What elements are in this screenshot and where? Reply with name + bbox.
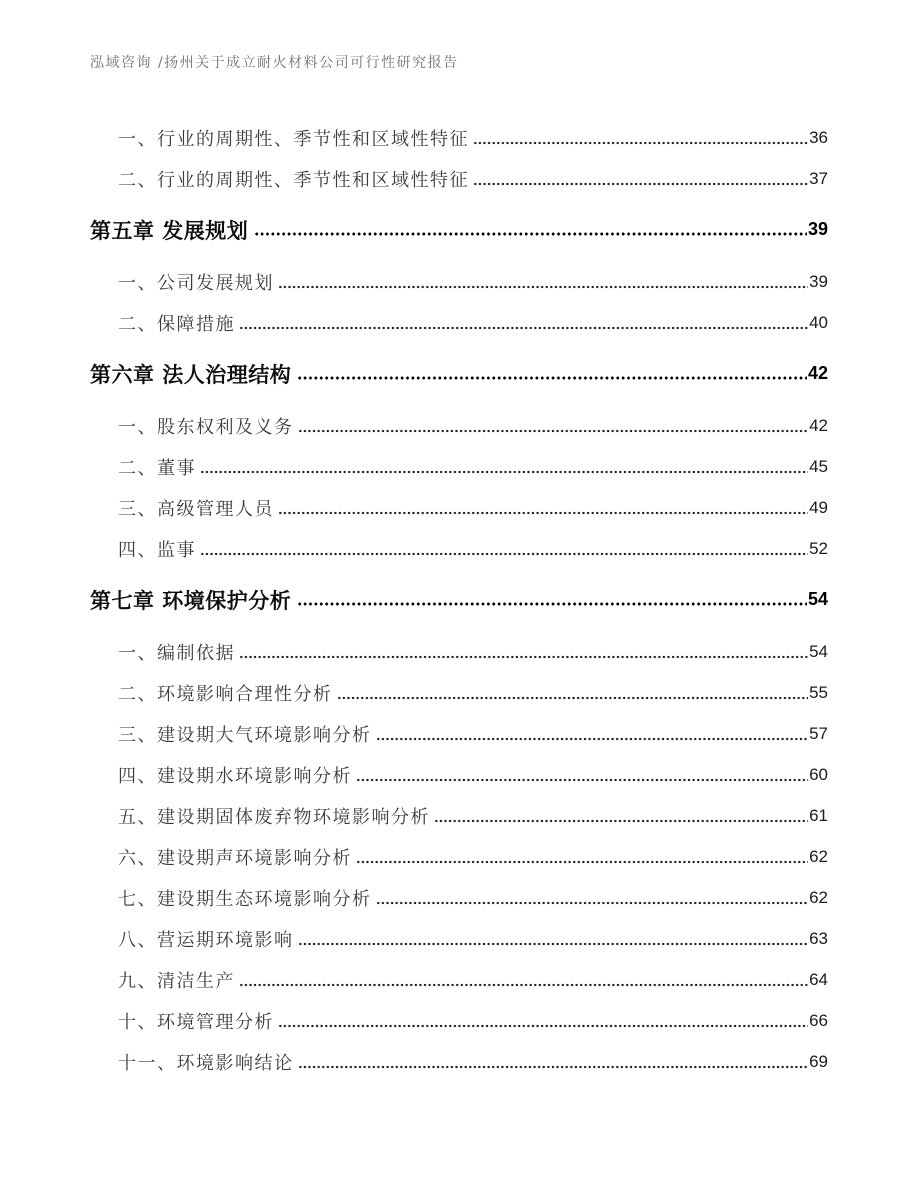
toc-entry[interactable]	[90, 672, 828, 713]
toc-entry[interactable]	[90, 158, 828, 199]
toc-page-number: 52	[809, 538, 828, 558]
toc-page-number: 64	[809, 969, 828, 989]
table-of-contents	[90, 117, 828, 1082]
toc-chapter-heading[interactable]	[90, 353, 828, 394]
toc-entry[interactable]	[90, 405, 828, 446]
toc-entry[interactable]	[90, 302, 828, 343]
toc-entry[interactable]	[90, 487, 828, 528]
toc-page-number: 37	[809, 168, 828, 188]
toc-dot-leader	[376, 888, 809, 908]
toc-page-number: 39	[807, 219, 828, 239]
toc-entry-label: 三、高级管理人员	[118, 498, 274, 520]
toc-dot-leader	[239, 313, 808, 333]
toc-entry-label: 一、公司发展规划	[118, 272, 274, 294]
toc-entry[interactable]	[90, 631, 828, 672]
toc-dot-leader	[376, 724, 809, 744]
toc-entry[interactable]	[90, 528, 828, 569]
toc-page-number: 49	[809, 497, 828, 517]
toc-page-number: 61	[809, 805, 828, 825]
toc-entry-label: 七、建设期生态环境影响分析	[118, 888, 372, 910]
toc-dot-leader	[278, 498, 808, 518]
toc-entry[interactable]	[90, 795, 828, 836]
toc-dot-leader	[297, 590, 807, 610]
toc-entry-label: 六、建设期声环境影响分析	[118, 847, 352, 869]
toc-page-number: 54	[809, 641, 828, 661]
toc-page-number: 57	[809, 723, 828, 743]
toc-entry[interactable]	[90, 1000, 828, 1041]
toc-dot-leader	[356, 847, 808, 867]
toc-page-number: 42	[809, 415, 828, 435]
toc-page-number: 40	[809, 312, 828, 332]
toc-page-number: 55	[809, 682, 828, 702]
running-header: 泓域咨询 /扬州关于成立耐火材料公司可行性研究报告	[90, 55, 459, 71]
toc-page-number: 39	[809, 271, 828, 291]
toc-entry-label: 二、环境影响合理性分析	[118, 683, 333, 705]
toc-entry-label: 四、监事	[118, 539, 196, 561]
toc-page-number: 69	[809, 1051, 828, 1071]
toc-page-number: 62	[809, 887, 828, 907]
toc-dot-leader	[356, 765, 808, 785]
toc-dot-leader	[434, 806, 808, 826]
toc-page-number: 54	[807, 589, 828, 609]
toc-entry[interactable]	[90, 754, 828, 795]
toc-chapter-heading[interactable]	[90, 209, 828, 250]
toc-page-number: 45	[809, 456, 828, 476]
toc-entry[interactable]	[90, 836, 828, 877]
toc-dot-leader	[239, 642, 808, 662]
toc-page-number: 60	[809, 764, 828, 784]
toc-entry[interactable]	[90, 1041, 828, 1082]
toc-entry[interactable]	[90, 918, 828, 959]
toc-dot-leader	[200, 539, 808, 559]
toc-entry-label: 五、建设期固体废弃物环境影响分析	[118, 806, 430, 828]
toc-dot-leader	[278, 272, 808, 292]
toc-page-number: 63	[809, 928, 828, 948]
toc-entry[interactable]	[90, 877, 828, 918]
toc-page-number: 36	[809, 127, 828, 147]
toc-dot-leader	[337, 683, 809, 703]
toc-dot-leader	[297, 364, 807, 384]
toc-entry[interactable]	[90, 261, 828, 302]
toc-entry[interactable]	[90, 959, 828, 1000]
toc-dot-leader	[473, 128, 808, 148]
toc-entry-label: 第七章 环境保护分析	[90, 588, 292, 613]
toc-dot-leader	[298, 929, 809, 949]
toc-entry[interactable]	[90, 117, 828, 158]
toc-entry-label: 二、董事	[118, 457, 196, 479]
toc-dot-leader	[254, 220, 807, 240]
toc-entry-label: 九、清洁生产	[118, 970, 235, 992]
toc-entry-label: 一、编制依据	[118, 642, 235, 664]
toc-entry-label: 一、行业的周期性、季节性和区域性特征	[118, 128, 469, 150]
toc-page-number: 66	[809, 1010, 828, 1030]
toc-entry-label: 四、建设期水环境影响分析	[118, 765, 352, 787]
toc-entry-label: 二、行业的周期性、季节性和区域性特征	[118, 169, 469, 191]
toc-chapter-heading[interactable]	[90, 579, 828, 620]
toc-entry-label: 二、保障措施	[118, 313, 235, 335]
toc-entry[interactable]	[90, 713, 828, 754]
toc-entry-label: 十一、环境影响结论	[118, 1052, 294, 1074]
toc-dot-leader	[278, 1011, 808, 1031]
toc-dot-leader	[239, 970, 808, 990]
toc-entry-label: 十、环境管理分析	[118, 1011, 274, 1033]
toc-entry-label: 八、营运期环境影响	[118, 929, 294, 951]
toc-entry-label: 第五章 发展规划	[90, 218, 249, 243]
toc-dot-leader	[200, 457, 808, 477]
toc-dot-leader	[298, 416, 809, 436]
toc-page-number: 62	[809, 846, 828, 866]
toc-entry[interactable]	[90, 446, 828, 487]
toc-entry-label: 一、股东权利及义务	[118, 416, 294, 438]
toc-entry-label: 三、建设期大气环境影响分析	[118, 724, 372, 746]
toc-page-number: 42	[807, 363, 828, 383]
toc-dot-leader	[473, 169, 808, 189]
toc-entry-label: 第六章 法人治理结构	[90, 362, 292, 387]
toc-dot-leader	[298, 1052, 809, 1072]
